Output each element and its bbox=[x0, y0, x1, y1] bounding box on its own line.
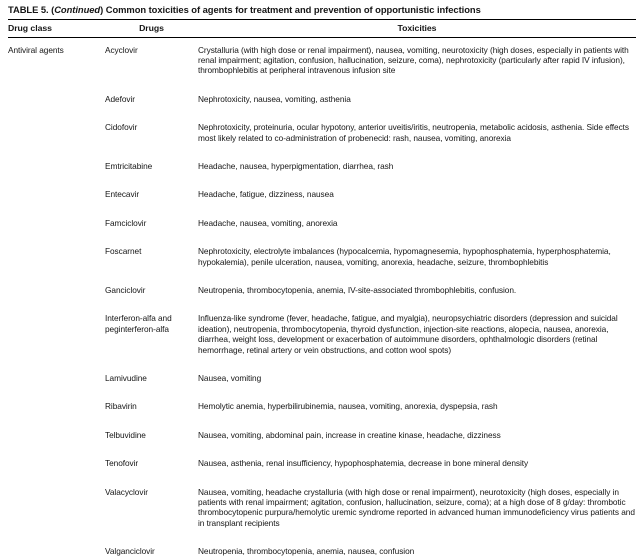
drug-cell: Telbuvidine bbox=[105, 429, 146, 440]
drug-class-cell bbox=[8, 487, 105, 529]
table-row-adefovir bbox=[8, 94, 636, 104]
toxicities-cell: Nephrotoxicity, proteinuria, ocular hypotony, anterior uveitis/iritis, neutropenia, metabolic acidosis, asthenia. Side effects most likely related to co-administration of probenecid: rash, nausea, vomiting, anorexia bbox=[198, 122, 630, 143]
drug-class-cell bbox=[8, 122, 105, 143]
drug-class-cell bbox=[8, 94, 105, 104]
toxicities-cell: Headache, fatigue, dizziness, nausea bbox=[198, 189, 334, 200]
table-row-valganciclovir bbox=[8, 546, 636, 556]
drug-cell: Lamivudine bbox=[105, 373, 147, 383]
toxicities-cell: Crystalluria (with high dose or renal impairment), nausea, vomiting, neurotoxicity (high doses, especially in patients with renal impairment; agitation, confusion, hallucination, seizure, coma), nephrotoxicity (particularly after rapid IV infusion), thrombophlebitis at peripheral intravenous infusion site bbox=[198, 44, 629, 76]
table-row-emtricitabine bbox=[8, 161, 636, 171]
column-header-drug-class: Drug class bbox=[8, 23, 52, 33]
toxicities-cell: Nausea, asthenia, renal insufficiency, hypophosphatemia, decrease in bone mineral density bbox=[198, 458, 529, 469]
drug-cell: Adefovir bbox=[105, 93, 135, 104]
toxicities-cell: Headache, nausea, vomiting, anorexia bbox=[198, 217, 338, 228]
table-title-suffix: ) Common toxicities of agents for treatment and prevention of opportunistic infections bbox=[100, 4, 481, 15]
table-row-interferon-alfa bbox=[8, 313, 636, 355]
drug-cell: Emtricitabine bbox=[105, 160, 153, 171]
drug-cell: Ribavirin bbox=[105, 401, 137, 412]
toxicities-cell: Nephrotoxicity, nausea, vomiting, asthenia bbox=[198, 93, 351, 104]
table-title bbox=[8, 4, 636, 20]
table-row-tenofovir bbox=[8, 458, 636, 468]
table-row-ganciclovir bbox=[8, 285, 636, 295]
table-row-entecavir bbox=[8, 189, 636, 199]
drug-cell: Entecavir bbox=[105, 189, 140, 200]
column-header-drugs: Drugs bbox=[139, 23, 164, 33]
drug-class-cell bbox=[8, 189, 105, 199]
toxicities-cell: Headache, nausea, hyperpigmentation, diarrhea, rash bbox=[198, 160, 394, 171]
table-body bbox=[8, 38, 636, 557]
table-row-famciclovir bbox=[8, 218, 636, 228]
drug-cell: Acyclovir bbox=[105, 44, 138, 55]
toxicities-cell: Neutropenia, thrombocytopenia, anemia, nausea, confusion bbox=[198, 546, 415, 557]
drug-cell: Foscarnet bbox=[105, 246, 142, 257]
toxicities-cell: Nausea, vomiting bbox=[198, 373, 262, 383]
drug-cell: Tenofovir bbox=[105, 458, 139, 469]
toxicities-cell: Nausea, vomiting, abdominal pain, increase in creatine kinase, headache, dizziness bbox=[198, 429, 501, 440]
drug-class-cell bbox=[8, 218, 105, 228]
table-row-cidofovir bbox=[8, 122, 636, 143]
drug-cell: Cidofovir bbox=[105, 122, 138, 133]
drug-cell: Ganciclovir bbox=[105, 284, 146, 295]
table-row-lamivudine bbox=[8, 373, 636, 383]
toxicities-cell: Influenza-like syndrome (fever, headache, fatigue, and myalgia), neuropsychiatric disorders (depression and suicidal ideation), neutropenia, thrombocytopenia, thyroid dysfunction, injection-site reactions, alopecia, nausea, anorexia, diarrhea, weight loss, development or exacerbation of autoimmune disorders, ophthalmologic disorders (retinal hemorrhage, retinal artery or vein obstructions, and cotton wool spots) bbox=[198, 313, 618, 355]
toxicities-cell: Hemolytic anemia, hyperbilirubinemia, nausea, vomiting, anorexia, dyspepsia, rash bbox=[198, 401, 498, 412]
drug-class-cell bbox=[8, 458, 105, 468]
column-header-toxicities: Toxicities bbox=[397, 23, 437, 33]
drug-class-cell bbox=[8, 246, 105, 267]
table-row-acyclovir bbox=[8, 45, 636, 76]
drug-cell: Interferon-alfa and peginterferon-alfa bbox=[105, 313, 172, 334]
table-row-ribavirin bbox=[8, 401, 636, 411]
drug-class-cell bbox=[8, 285, 105, 295]
drug-class-cell bbox=[8, 546, 105, 556]
drug-class-cell bbox=[8, 373, 105, 383]
drug-cell: Valacyclovir bbox=[105, 486, 148, 497]
table-header-row bbox=[8, 20, 636, 38]
table-row-foscarnet bbox=[8, 246, 636, 267]
toxicities-cell: Neutropenia, thrombocytopenia, anemia, IV-site-associated thrombophlebitis, confusion. bbox=[198, 284, 517, 295]
drug-class-cell: Antiviral agents bbox=[8, 44, 64, 55]
table-row-telbuvidine bbox=[8, 430, 636, 440]
drug-class-cell bbox=[8, 401, 105, 411]
toxicities-cell: Nausea, vomiting, headache crystalluria (with high dose or renal impairment), neurotoxicity (high doses, especially in patients with renal impairment; agitation, confusion, hallucination, seizure, coma); at a high dose of 8 g/day: thrombotic thrombocytopenic purpura/hemolytic uremic syndrome reported in advanced human immunodeficiency virus patients and in transplant recipients bbox=[198, 486, 635, 528]
drug-cell: Famciclovir bbox=[105, 217, 147, 228]
table-title-continued: Continued bbox=[54, 4, 101, 15]
table-title-prefix: TABLE 5. ( bbox=[8, 4, 55, 15]
toxicities-cell: Nephrotoxicity, electrolyte imbalances (hypocalcemia, hypomagnesemia, hypophosphatemia, hyperphosphatemia, hypokalemia), penile ulceration, nausea, vomiting, anorexia, headache, seizure, thrombophlebitis bbox=[198, 246, 611, 267]
drug-class-cell bbox=[8, 430, 105, 440]
drug-class-cell bbox=[8, 313, 105, 355]
drug-cell: Valganciclovir bbox=[105, 546, 155, 557]
table-row-valacyclovir bbox=[8, 487, 636, 529]
drug-class-cell bbox=[8, 161, 105, 171]
